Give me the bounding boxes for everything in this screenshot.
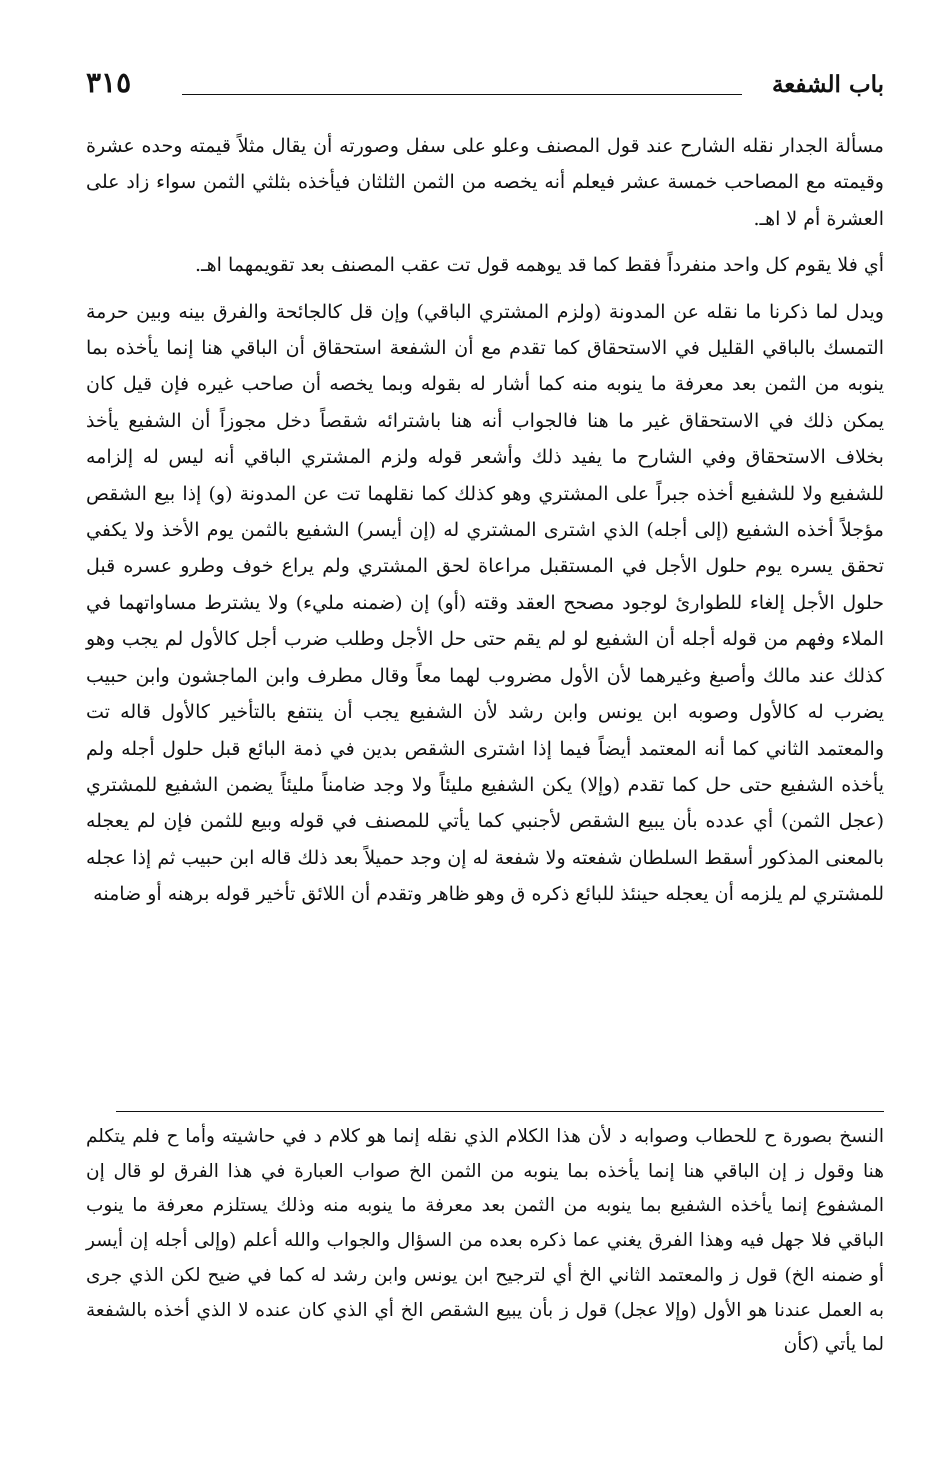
- text-line: الأجل إلغاء للطوارئ لوجود مصحح العقد وقته (أو) إن (ضمنه مليء) ولا يشترط مساواتهما: [118, 591, 835, 614]
- text-line: بثلثي الثمن سواء زاد على العشرة أم لا اهـ.: [86, 171, 884, 230]
- text-line: وحده عشرة وقيمته مع المصاحب خمسة عشر فيعلم أنه يخصه من الثمن الثلثان فيأخذه: [86, 135, 884, 194]
- text-line: فالجواب أنه هنا باشترائه شقصاً دخل مجوزاً أن الشفيع يأخذ بخلاف الاستحقاق وفي الشارح: [86, 409, 884, 469]
- footnote-line: السؤال والجواب والله أعلم (وإلى أجله إن أيسر أو ضمنه الخ) قول ز والمعتمد الثاني الخ أي: [86, 1230, 884, 1286]
- text-line: على المشتري وهو كذلك كما نقلهما تت عن المدونة (و) إذا بيع الشقص مؤجلاً أخذه الشفيع: [86, 482, 884, 542]
- paragraph: [86, 247, 884, 283]
- footnotes: [86, 1120, 884, 1363]
- running-header: [86, 66, 884, 110]
- text-line: ما يفيد ذلك وأشعر قوله ولزم المشتري الباقي أنه ليس له إلزامه للشفيع ولا للشفيع أخذه جبراً: [86, 446, 884, 505]
- footnote-line: عجل) قول ز بأن يبيع الشقص الخ أي الذي كان عنده لا الذي أخذه بالشفعة لما يأتي (كأن: [86, 1299, 884, 1356]
- main-text: [86, 128, 884, 913]
- text-line: (إلى أجله) الذي اشترى المشتري له (إن أيسر) الشفيع بالثمن يوم الأخذ ولا يكفي تحقق يسره: [86, 519, 884, 578]
- footnote-paragraph: [86, 1120, 884, 1363]
- footnote-line: لترجيح ابن يونس وابن رشد له كما في ضيح لكن الذي جرى به العمل عندنا هو الأول (وإلا: [86, 1264, 884, 1321]
- text-line: ويدل لما ذكرنا ما نقله عن المدونة (ولزم المشتري الباقي) وإن قل كالجائحة: [275, 300, 884, 323]
- page-number: ٣١٥: [86, 66, 132, 99]
- text-line: يوم حلول الأجل في المستقبل مراعاة لحق المشتري ولم يراع خوف وطرو عسره قبل حلول: [86, 555, 884, 614]
- paragraph: [86, 128, 884, 237]
- text-line: بقوله وبما يخصه أن صاحب غيره فإن قيل كان يمكن ذلك في الاستحقاق غير ما هنا: [86, 373, 884, 432]
- footnote-separator: [116, 1111, 884, 1112]
- text-line: يجب أن ينتفع بالتأخير كالأول قاله تت والمعتمد الثاني كما أنه المعتمد أيضاً فيما إذا اشترى: [86, 701, 884, 760]
- text-line: مسألة الجدار نقله الشارح عند قول المصنف وعلو على سفل وصورته أن يقال مثلاً قيمته: [189, 135, 884, 157]
- text-line: استحقاق أن الباقي هنا إنما يأخذه بما ينوبه من الثمن بعد معرفة ما ينوبه منه كما أشار له: [86, 337, 884, 396]
- text-line: تقويمهما اهـ.: [195, 254, 295, 277]
- paragraph: [86, 294, 884, 913]
- footnote-line: النسخ بصورة ح للحطاب وصوابه د لأن هذا الكلام الذي نقله إنما هو كلام د في حاشيته: [221, 1126, 884, 1147]
- text-line: مطرف وابن الماجشون وابن حبيب يضرب له كالأول وصوبه ابن يونس وابن رشد لأن الشفيع: [86, 664, 884, 724]
- chapter-title: باب الشفعة: [771, 71, 884, 98]
- text-line: الشقص لأجنبي كما يأتي للمصنف في قوله وبيع للثمن فإن لم يعجله بالمعنى المذكور أسقط: [86, 810, 885, 869]
- text-line: يلزمه أن يعجله حينئذ للبائع ذكره ق وهو ظاهر وتقدم أن اللائق تأخير قوله برهنه أو ضامنه: [93, 883, 783, 906]
- text-line: الشقص بدين في ذمة البائع قبل حلول أجله ولم يأخذه الشفيع حتى حل كما تقدم (وإلا) يكن: [86, 737, 885, 796]
- footnote-line: منه وذلك يستلزم معرفة ما ينوب الباقي فلا جهل فيه وهذا الفرق يغني عما ذكره بعده من: [86, 1195, 884, 1252]
- footnote-line: وأما ح فلم يتكلم هنا وقول ز إن الباقي هنا إنما يأخذه بما ينوبه من الثمن الخ صواب العبارة: [86, 1126, 885, 1182]
- header-rule: [182, 94, 742, 95]
- text-line: كالأول لم يجب وهو كذلك عند مالك وأصبغ وغيرهما لأن الأول مضروب لهما معاً وقال: [86, 628, 885, 687]
- text-line: في الملاء وفهم من قوله أجله أن الشفيع لو لم يقم حتى حل الأجل وطلب ضرب أجل: [86, 591, 884, 651]
- text-line: والفرق بينه وبين حرمة التمسك بالباقي القليل في الاستحقاق كما تقدم مع أن الشفعة: [86, 300, 885, 360]
- footnote-line: في هذا الفرق لو قال إن المشفوع إنما يأخذه الشفيع بما ينوبه من الثمن بعد معرفة ما ينوبه: [86, 1160, 884, 1217]
- text-line: أي فلا يقوم كل واحد منفرداً فقط كما قد يوهمه قول تت عقب المصنف بعد: [300, 254, 884, 277]
- text-line: السلطان شفعته ولا شفعة له إن وجد حميلاً بعد ذلك قاله ابن حبيب ثم إذا عجله للمشتري لم: [86, 846, 884, 906]
- text-line: الشفيع مليئاً ولا وجد ضامناً مليئاً يضمن الشفيع للمشتري (عجل الثمن) أي عدده بأن يبيع: [86, 773, 884, 833]
